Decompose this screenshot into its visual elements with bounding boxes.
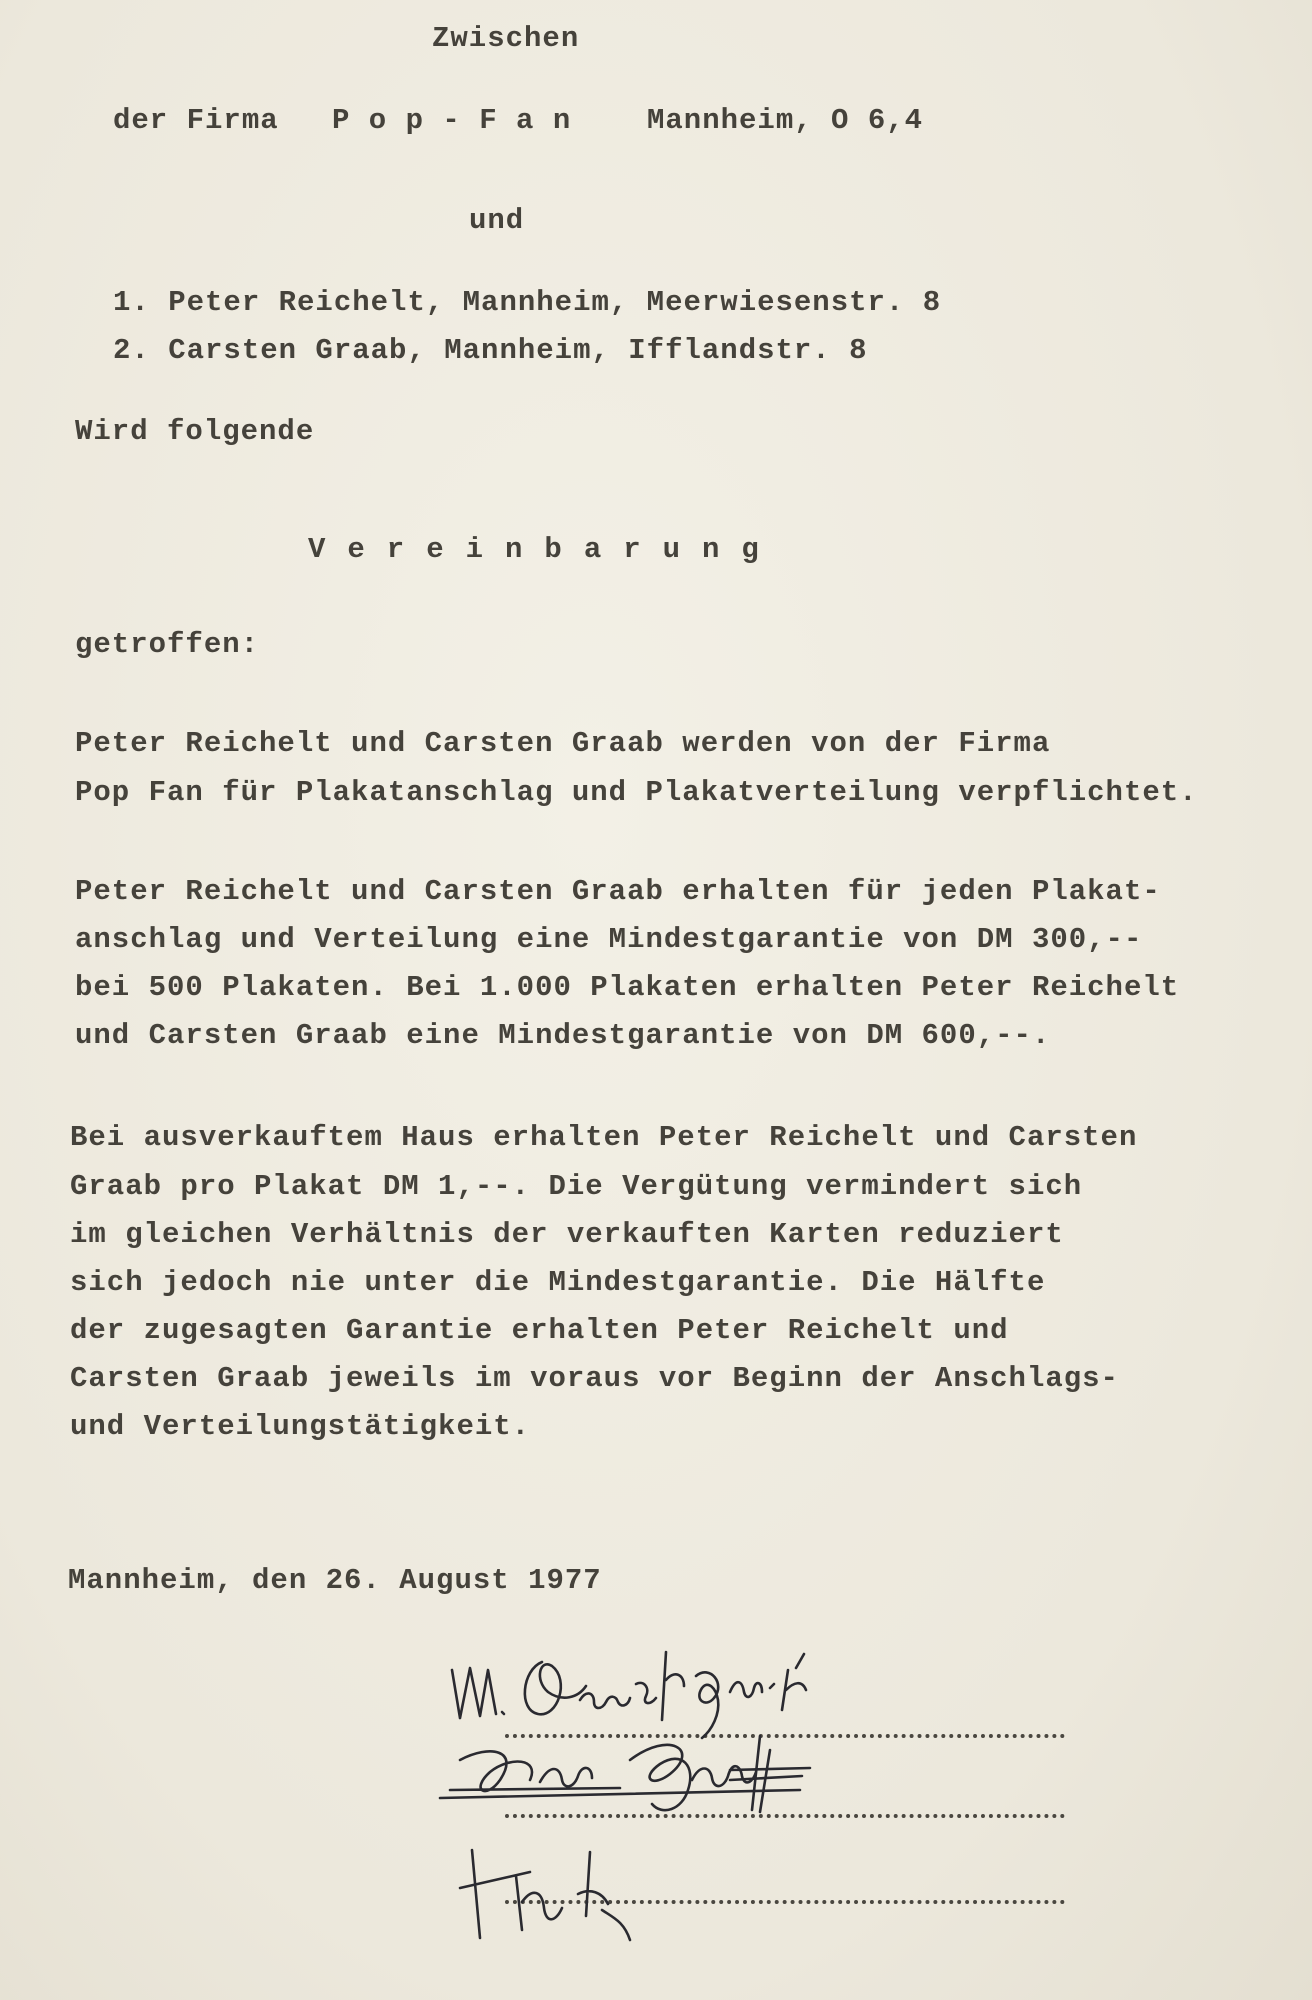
paragraph-3-line-2: Graab pro Plakat DM 1,--. Die Vergütung vermindert sich <box>70 1170 1083 1203</box>
paragraph-1-line-2: Pop Fan für Plakatanschlag und Plakatverteilung verpflichtet. <box>75 776 1198 809</box>
date-line: Mannheim, den 26. August 1977 <box>68 1564 602 1597</box>
handwritten-signatures <box>430 1640 1050 1980</box>
paragraph-1-line-1: Peter Reichelt und Carsten Graab werden von der Firma <box>75 727 1051 760</box>
paragraph-3-line-1: Bei ausverkauftem Haus erhalten Peter Reichelt und Carsten <box>70 1121 1138 1154</box>
und-connector: und <box>469 204 525 237</box>
party-1: 1. Peter Reichelt, Mannheim, Meerwiesenstr. 8 <box>113 286 942 319</box>
firma-address: Mannheim, O 6,4 <box>647 104 924 137</box>
firma-name: P o p - F a n <box>332 104 572 137</box>
paragraph-2-line-3: bei 500 Plakaten. Bei 1.000 Plakaten erhalten Peter Reichelt <box>75 971 1180 1004</box>
paragraph-3-line-4: sich jedoch nie unter die Mindestgarantie. Die Hälfte <box>70 1266 1046 1299</box>
paragraph-3-line-7: und Verteilungstätigkeit. <box>70 1410 531 1443</box>
paragraph-2-line-4: und Carsten Graab eine Mindestgarantie von DM 600,--. <box>75 1019 1051 1052</box>
intro-text: Wird folgende <box>75 415 315 448</box>
firma-prefix: der Firma <box>113 104 279 137</box>
zwischen-heading: Zwischen <box>432 22 580 55</box>
party-2: 2. Carsten Graab, Mannheim, Ifflandstr. 8 <box>113 334 868 367</box>
document-title: Vereinbarung <box>308 533 781 566</box>
paragraph-2-line-2: anschlag und Verteilung eine Mindestgarantie von DM 300,-- <box>75 923 1143 956</box>
getroffen-text: getroffen: <box>75 628 260 661</box>
paragraph-3-line-5: der zugesagten Garantie erhalten Peter Reichelt und <box>70 1314 1009 1347</box>
paragraph-3-line-3: im gleichen Verhältnis der verkauften Karten reduziert <box>70 1218 1064 1251</box>
paragraph-2-line-1: Peter Reichelt und Carsten Graab erhalten für jeden Plakat- <box>75 875 1161 908</box>
paragraph-3-line-6: Carsten Graab jeweils im voraus vor Beginn der Anschlags- <box>70 1362 1119 1395</box>
